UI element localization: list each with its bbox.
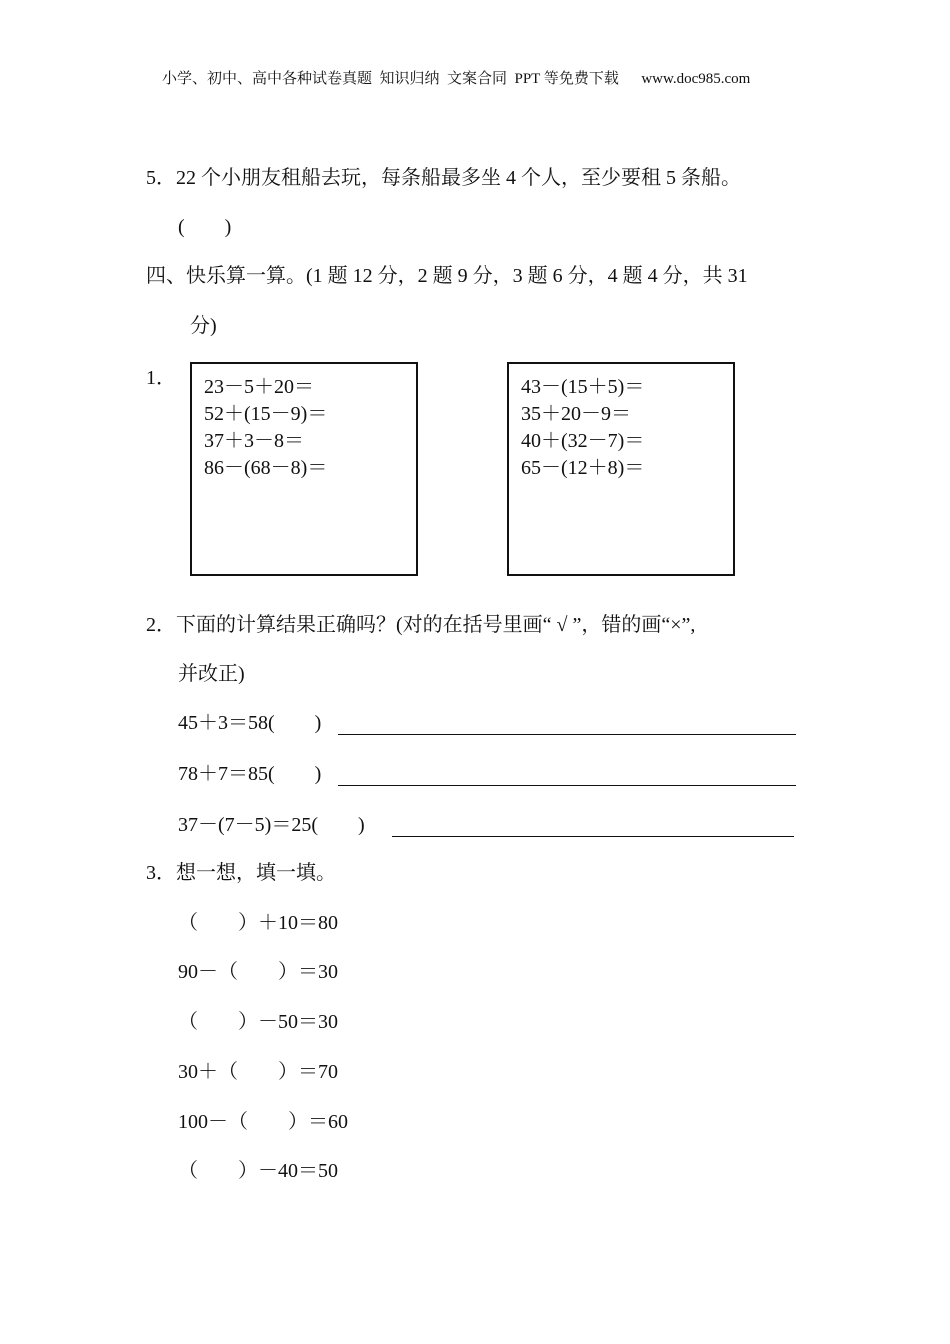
equation: 65－(12＋8)＝: [521, 457, 645, 479]
equation: 23－5＋20＝: [204, 376, 314, 398]
question-5: 5．22 个小朋友租船去玩，每条船最多坐 4 个人，至少要租 5 条船。: [146, 167, 741, 189]
problem-2-title-cont: 并改正): [178, 663, 245, 685]
problem-3-row: （ ）－50＝30: [178, 1011, 338, 1033]
equation: 35＋20－9＝: [521, 403, 631, 425]
problem-1-left-box: [190, 362, 418, 576]
equation: 52＋(15－9)＝: [204, 403, 328, 425]
equation: 40＋(32－7)＝: [521, 430, 645, 452]
problem-2-row: 45＋3＝58( ): [178, 712, 322, 734]
problem-2-row: 37－(7－5)＝25( ): [178, 814, 365, 836]
equation: 37＋3－8＝: [204, 430, 304, 452]
problem-2-title: 2．下面的计算结果正确吗？(对的在括号里画“ √ ”，错的画“×”,: [146, 614, 696, 636]
problem-3-row: 100－（ ）＝60: [178, 1111, 348, 1133]
page-header: [162, 69, 750, 89]
question-5-answer: ( ): [178, 216, 232, 238]
section-4-title: 四、快乐算一算。(1 题 12 分，2 题 9 分，3 题 6 分，4 题 4 分，共 31: [146, 265, 748, 287]
equation: 43－(15＋5)＝: [521, 376, 645, 398]
problem-3-row: （ ）＋10＝80: [178, 912, 338, 934]
header-url: www.doc985.com: [641, 71, 751, 87]
problem-2-row: 78＋7＝85( ): [178, 763, 322, 785]
equation: 86－(68－8)＝: [204, 457, 328, 479]
problem-1-right-box: [507, 362, 735, 576]
answer-line[interactable]: [392, 836, 794, 837]
answer-line[interactable]: [338, 734, 796, 735]
problem-3-row: 30＋（ ）＝70: [178, 1061, 338, 1083]
problem-3-title: 3．想一想，填一填。: [146, 862, 336, 884]
section-4-title-cont: 分): [190, 315, 217, 337]
answer-line[interactable]: [338, 785, 796, 786]
problem-3-row: （ ）－40＝50: [178, 1160, 338, 1182]
problem-3-row: 90－（ ）＝30: [178, 961, 338, 983]
problem-1-label: 1．: [146, 367, 176, 389]
header-text: 小学、初中、高中各种试卷真题 知识归纳 文案合同 PPT 等免费下载: [162, 71, 619, 87]
